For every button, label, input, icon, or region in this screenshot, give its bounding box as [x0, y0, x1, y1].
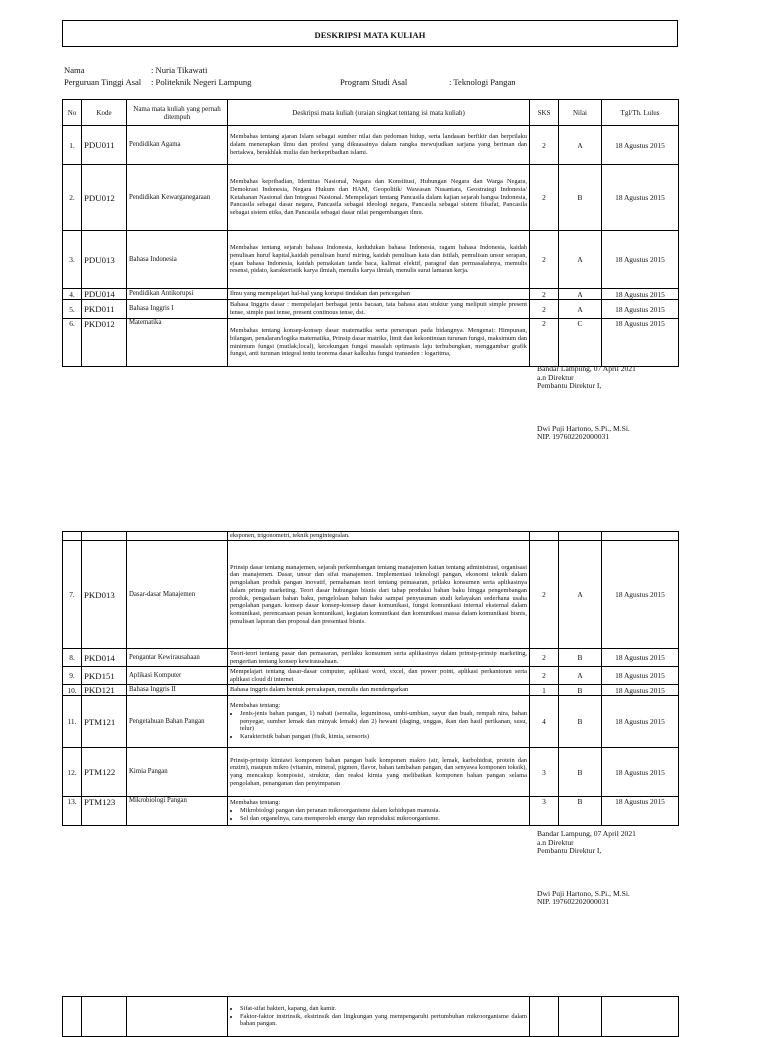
- cell-nilai: A: [559, 231, 602, 289]
- cell-nilai: A: [559, 541, 602, 649]
- sign-name: Dwi Puji Hartono, S.Pi., M.Si.: [537, 423, 630, 433]
- cell-tgl: 18 Agustus 2015: [602, 696, 679, 748]
- cell-desc: [228, 797, 530, 826]
- table-row: [63, 748, 679, 797]
- sign-place-date: Bandar Lampung, 07 April 2021: [537, 829, 636, 838]
- sign-name: Dwi Puji Hartono, S.Pi., M.Si.: [537, 888, 630, 898]
- cell-kode: PKD121: [82, 685, 127, 696]
- cell-kode: PKD012: [82, 319, 127, 367]
- table-row: [63, 319, 679, 367]
- cell-desc: Ilmu yang mempelajari hal-hal yang korupsi tindakan dan pencegahan: [228, 289, 530, 300]
- cell-sks: 2: [530, 165, 559, 231]
- table-row: [63, 685, 679, 696]
- cell-tgl: 18 Agustus 2015: [602, 126, 679, 165]
- desc-intro: Membahas tentang:: [230, 799, 281, 807]
- cell-sks: 2: [530, 667, 559, 685]
- cell-kode: PKD151: [82, 667, 127, 685]
- cell-nilai: A: [559, 667, 602, 685]
- cell-tgl: 18 Agustus 2015: [602, 649, 679, 667]
- cell-desc: Membahas tentang sejarah bahasa Indonesia, kedudukan bahasa Indonesia, ragam bahasa Indonesia, kaidah penulisan huruf kapital,kaidah penulisan huruf miring, kaidah penulisan kata dan istilah, pemulisan unsur serapan, ejaan bahasa Indonesia, kaidah pemakaian tanda baca, kalimat efektif, paragraf dan permasalahnya, memulis resensi, pidato, karakteristik karya ilmiah, menulis karya ilmiah, menulis surat lamaran kerja.: [228, 231, 530, 289]
- cell-tgl: 18 Agustus 2015: [602, 319, 679, 367]
- cell-nama: Pengantar Kewirausahaan: [127, 649, 228, 667]
- cell-nama: Pengetahuan Bahan Pangan: [127, 696, 228, 748]
- cell-tgl: 18 Agustus 2015: [602, 231, 679, 289]
- cell-desc: Bahasa Inggris dasar : mempelajari berbagai jenis bacaan, tata bahasa atau stuktur yang meliputi simple present tense, simple past tense, present continous tense, dst.: [228, 300, 530, 319]
- cell-sks: 4: [530, 696, 559, 748]
- cell-tgl: 18 Agustus 2015: [602, 289, 679, 300]
- pt-label: Perguruan Tinggi Asal: [64, 77, 142, 87]
- sign-an: a.n Direktur: [537, 372, 574, 382]
- cell-tgl: 18 Agustus 2015: [602, 748, 679, 797]
- cell-kode: PDU011: [82, 126, 127, 165]
- signature-block-2: [537, 830, 636, 907]
- cell-nilai: B: [559, 649, 602, 667]
- desc-bullet: • Faktor-faktor instrinsik, ekstrinsik dan lingkungan yang mempengaruhi pertumbuhan mikroorganisme dalam bahan pangan.: [240, 1013, 527, 1028]
- cell-sks: 2: [530, 541, 559, 649]
- desc-bullet: • Sel dan organelnya, cara memperoleh energy dan reproduksi mikroorganisme.: [240, 815, 527, 823]
- cell-kode: PKD011: [82, 300, 127, 319]
- header-kode: Kode: [82, 100, 127, 126]
- signature-block-1: [537, 365, 636, 442]
- cell-kode: PDU012: [82, 165, 127, 231]
- course-table-page1: [62, 99, 679, 367]
- cell-nama: Bahasa Inggris I: [127, 300, 228, 319]
- header-no: No: [63, 100, 82, 126]
- table-row-continued: [63, 997, 679, 1037]
- desc-bullet: • Sifat-sifat bakteri, kapang, dan kamir.: [240, 1005, 527, 1013]
- cell-nilai: B: [559, 797, 602, 826]
- cell-no: 8.: [63, 649, 82, 667]
- cell-kode: PDU013: [82, 231, 127, 289]
- cell-nama: Mikrobiologi Pangan: [127, 797, 228, 826]
- cell-sks: 2: [530, 300, 559, 319]
- cell-nilai: B: [559, 685, 602, 696]
- cell-desc: Prinsip-prinsip kimiawi komponen bahan pangan baik komponen makro (air, lemak, karbohidrat, protein dan enzim), maupun mikro (vitamin, mineral, pigmen, flavor, bahan tambahan pangan, dan senyawa komponen toksik), yang mencakup komposisi, struktur, dan reaksi kimia yang melibatkan komponen bahan pangan selama pengolahan, penanganan dan penyimpanan: [228, 748, 530, 797]
- document-title: DESKRIPSI MATA KULIAH: [314, 30, 426, 40]
- desc-bullet: • Karakteristik bahan pangan (fisik, kimia, sensoris): [240, 733, 527, 741]
- sign-an: a.n Direktur: [537, 837, 574, 847]
- cell-nilai: C: [559, 319, 602, 367]
- desc-bullet-list: [230, 807, 527, 822]
- header-nilai: Nilai: [559, 100, 602, 126]
- cell-desc: Teori-teori tentang pasar dan pemasaran, perilaku konsumen serta aplikasinya dalam prinsip-prinsip marketing, pengertian tentang konsep kewirausahaan.: [228, 649, 530, 667]
- cell-nama: Pendidikan Kewarganegaraan: [127, 165, 228, 231]
- cell-sks: 2: [530, 649, 559, 667]
- table-row: [63, 541, 679, 649]
- sign-nip: NIP. 197602202000031: [537, 432, 610, 442]
- cell-kode: PKD014: [82, 649, 127, 667]
- header-deskripsi: Deskripsi mata kuliah (uraian singkat tentang isi mata kuliah): [228, 100, 530, 126]
- table-row: [63, 667, 679, 685]
- sign-place-date: Bandar Lampung, 07 April 2021: [537, 364, 636, 373]
- table-row: [63, 649, 679, 667]
- cell-sks: 3: [530, 748, 559, 797]
- cell-desc: Mempelajari tentang dasar-dasar computer, aplikasi word, excel, dan power point, aplikasi perkantoran serta aplikasi cloud di internet: [228, 667, 530, 685]
- cell-nama: Dasar-dasar Manajemen: [127, 541, 228, 649]
- cell-nama: Pendidikan Antikorupsi: [127, 289, 228, 300]
- cell-nilai: B: [559, 748, 602, 797]
- desc-intro: Membahas tentang:: [230, 702, 281, 710]
- cell-no: 1.: [63, 126, 82, 165]
- cell-desc: [228, 696, 530, 748]
- cell-no: 12.: [63, 748, 82, 797]
- cell-no: 9.: [63, 667, 82, 685]
- cell-kode: PDU014: [82, 289, 127, 300]
- cell-no: 13.: [63, 797, 82, 826]
- header-sks: SKS: [530, 100, 559, 126]
- cell-kode: PTM123: [82, 797, 127, 826]
- desc-bullet-list: [230, 1005, 527, 1028]
- cell-no: 4.: [63, 289, 82, 300]
- cell-sks: 2: [530, 126, 559, 165]
- prodi-label: Program Studi Asal: [340, 77, 408, 87]
- cell-kode: PTM121: [82, 696, 127, 748]
- nama-label: Nama: [64, 65, 85, 75]
- desc-bullet: • Jenis-jenis bahan pangan, 1) nabati (serealia, leguminosa, umbi-umbian, sayur dan buah, rempah nira, bahan penyegar, sumber lemak dan minyak lemak) dan 2) hewani (daging, unggas, ikan dan hasil perikanan, susu, telur): [240, 710, 527, 733]
- desc-bullet-list: [230, 710, 527, 741]
- cell-nilai: A: [559, 289, 602, 300]
- cell-nilai: B: [559, 165, 602, 231]
- cell-tgl: 18 Agustus 2015: [602, 797, 679, 826]
- table-row: [63, 797, 679, 826]
- cell-tgl: 18 Agustus 2015: [602, 165, 679, 231]
- cell-nama: Bahasa Inggris II: [127, 685, 228, 696]
- cell-tgl: 18 Agustus 2015: [602, 685, 679, 696]
- cell-nama: Kimia Pangan: [127, 748, 228, 797]
- cell-kode: PKD013: [82, 541, 127, 649]
- sign-nip: NIP. 197602202000031: [537, 897, 610, 907]
- cell-no: 7.: [63, 541, 82, 649]
- sign-role: Pembantu Direktur I,: [537, 846, 602, 856]
- pt-value: : Politeknik Negeri Lampung: [151, 77, 252, 87]
- cell-nilai: A: [559, 300, 602, 319]
- cell-desc: Membahas kepribadian, Identitas Nasional, Negara dan Konstitusi, Hubungan Negara dan Warga Negara, Demokrasi Indonesia, Negara Hukum dan HAM, Geopolitik/ Wawasan Nusantara, Geostrategi Indonesia/ Ketahanan Nasional dan Integrasi Nasional. Mempelajari tentang Pancasila dalam kajian sejarah bangsa Indonesia, Pancasila sebagai dasar negara, Pancasila sebagai ideologi negara, Pancasila sebagai sistem filsafat, Pancasila sebagai sistem etika, dan Pancasila sebagai dasar nilai pengembangan ilmu.: [228, 165, 530, 231]
- cell-kode: PTM122: [82, 748, 127, 797]
- cell-no: 6.: [63, 319, 82, 367]
- prodi-value: : Teknologi Pangan: [449, 77, 516, 87]
- cell-tgl: 18 Agustus 2015: [602, 667, 679, 685]
- cell-sks: 2: [530, 289, 559, 300]
- cell-no: 3.: [63, 231, 82, 289]
- table-row: [63, 289, 679, 300]
- cell-no: 11.: [63, 696, 82, 748]
- course-table-page3: [62, 996, 679, 1037]
- table-row: [63, 165, 679, 231]
- cell-no: 10.: [63, 685, 82, 696]
- table-row: [63, 126, 679, 165]
- cell-desc: Membahas tentang ajaran Islam sebagai sumber nilai dan pedoman hidup, serta landasan berfikir dan berprilaku dalam menerapkan ilmu dan profesi yang dikuasainya dalam rangka mewujudkan sarjana yang beriman dan bertakwa, berakhlak mulia dan berkepribadian islami.: [228, 126, 530, 165]
- cell-desc-continued: eksponen, trigonometri, teknik pengintegralan.: [228, 532, 530, 541]
- cell-tgl: 18 Agustus 2015: [602, 541, 679, 649]
- desc-bullet: • Mikrobiologi pangan dan peranan mikroorganisme dalam kehidupan manusia.: [240, 807, 527, 815]
- cell-sks: 3: [530, 797, 559, 826]
- cell-no: 2.: [63, 165, 82, 231]
- cell-nilai: A: [559, 126, 602, 165]
- cell-sks: 1: [530, 685, 559, 696]
- cell-desc: Membahas tentang konsep-konsep dasar matematika serta penerapan pada bidangnya. Mengenai: Himpunan, bilangan, penalaran/logika matematika, Prinsip dasar matriks, limit dan kekontinuan turunan fungsi, maksimum dan minimum fungsi (mutlak;local), kecekungan fungsi masalah optimasis laju terhubungkan, menggambar grafik fungsi, anti turunan integral tentu teorema dasar kalkulus fungsi transeden : logaritma,: [228, 319, 530, 367]
- cell-tgl: 18 Agustus 2015: [602, 300, 679, 319]
- cell-desc: Bahasa inggris dalam bentuk percakapan, menulis dan mendengarkan: [228, 685, 530, 696]
- cell-sks: 2: [530, 231, 559, 289]
- nama-value: : Nuria Tikawati: [151, 65, 208, 75]
- table-row: [63, 231, 679, 289]
- course-table-page2: [62, 531, 679, 826]
- table-row: [63, 696, 679, 748]
- cell-nama: Pendidikan Agama: [127, 126, 228, 165]
- table-header-row: [63, 100, 679, 126]
- sign-role: Pembantu Direktur I,: [537, 381, 602, 391]
- title-box: [62, 20, 678, 47]
- cell-nama: Matematika: [127, 319, 228, 367]
- table-row-continued: [63, 532, 679, 541]
- cell-no: 5.: [63, 300, 82, 319]
- header-tgl: Tgl/Th. Lulus: [602, 100, 679, 126]
- header-nama: Nama mata kuliah yang pernah ditempuh: [127, 100, 228, 126]
- cell-sks: 2: [530, 319, 559, 367]
- cell-nama: Bahasa Indonesia: [127, 231, 228, 289]
- cell-nilai: B: [559, 696, 602, 748]
- cell-nama: Aplikasi Komputer: [127, 667, 228, 685]
- table-row: [63, 300, 679, 319]
- cell-desc: Prinsip dasar tentang manajemen, sejarah perkembangan tentang manajemen kaitan tentang administrasi, organisasi dan manajemen. Dasar, unsur dan sifat manajemen. Implementasi teknologi pangan, ekonomi teknik dalam pengolahan produk pangan inovatif, pemahaman teori tentang pemasaran, prilaku konsumen serta aplikasinya dalam prinsip marketing. Teori dasar hubungan bisnis dari tahap produksi bahan baku hingga pengembangan produk, pengadaan bahan baku, pengelolaan bahan baku sampai penyusunan studi kelayakan sederhana usaha pengolahan pangan. konsep dasar konsep-konsep dasar komunikasi, fungsi komunikasi internal eksternal dalam komunikasi, perencanaan pesan komunikasi, kegiatan komunikasi dan komunikasi massa dalam komunikasi bisnis, penulisan laporan dan proposal dan presentasi bisnis.: [228, 541, 530, 649]
- cell-desc-continued: [228, 997, 530, 1037]
